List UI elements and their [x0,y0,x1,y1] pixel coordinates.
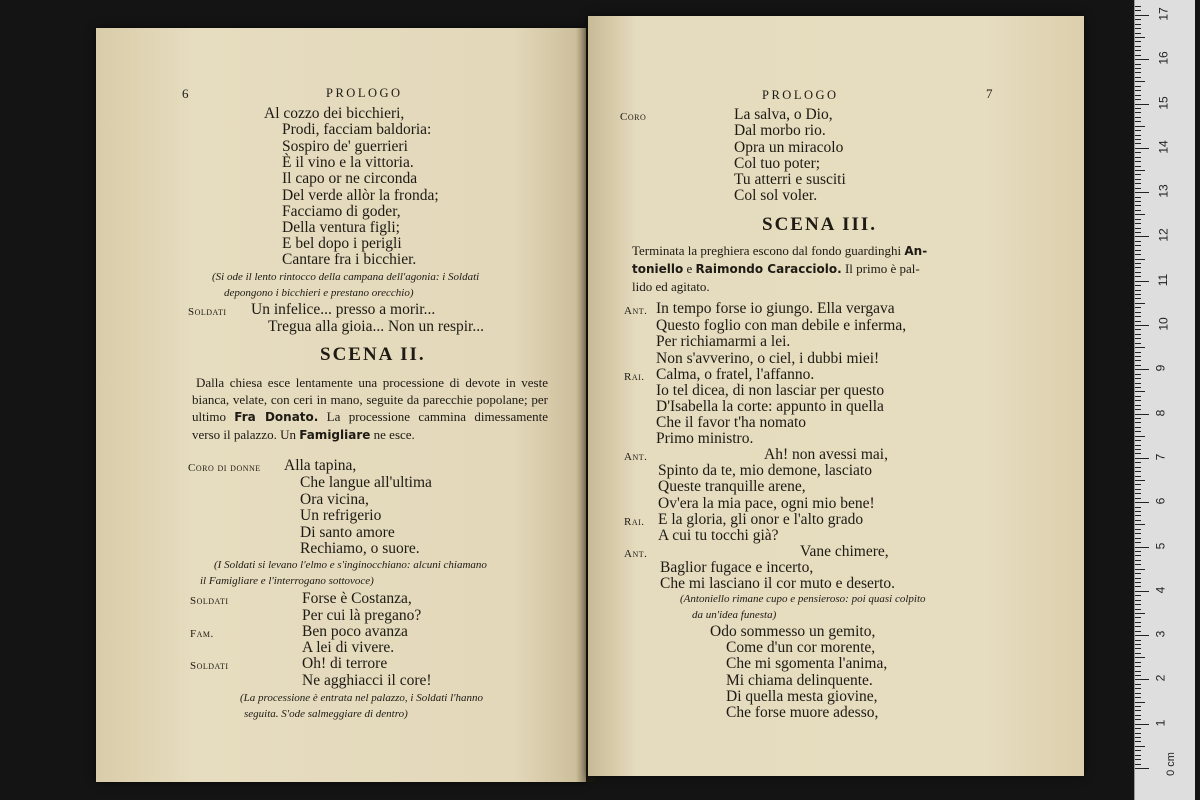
ruler-tick [1135,569,1145,570]
ruler-tick [1135,573,1141,574]
chorus-line: Che langue all'ultima [300,474,432,491]
ruler-tick [1135,560,1141,561]
chorus-line: Alla tapina, [284,457,357,474]
chorus-line: Di santo amore [300,524,395,541]
ruler-tick [1135,582,1141,583]
ruler-tick [1135,564,1141,565]
ruler-tick [1135,281,1149,282]
ruler-unit-label: 0 cm [1164,752,1177,776]
ruler-tick [1135,139,1141,140]
ruler-tick [1135,445,1141,446]
verse-line: Sospiro de' guerrieri [282,138,408,155]
dialogue-line: Questo foglio con man debile e inferma, [656,317,907,334]
ruler-tick [1135,130,1141,131]
dialogue-line: Spinto da te, mio demone, lasciato [658,462,872,479]
ruler-tick [1135,46,1141,47]
chorus-line: Col sol voler. [734,187,818,204]
dialogue-line: Baglior fugace e incerto, [660,559,814,576]
ruler-tick [1135,622,1141,623]
ruler-tick [1135,644,1141,645]
ruler-tick [1135,693,1141,694]
book-spread [88,16,1098,784]
ruler-tick [1135,219,1141,220]
dialogue-line: Oh! di terrore [302,655,388,672]
speaker-label: Rai. [624,516,645,528]
dialogue-line: Io tel dicea, di non lasciar per questo [656,382,885,399]
ruler-tick [1135,263,1141,264]
dialogue-line: Calma, o fratel, l'affanno. [656,366,815,383]
ruler-tick [1135,37,1145,38]
ruler-tick [1135,298,1141,299]
ruler-tick [1135,126,1145,127]
ruler-tick [1135,688,1141,689]
ruler-tick [1135,214,1145,215]
ruler-tick [1135,453,1141,454]
ruler-tick [1135,600,1141,601]
ruler-tick [1135,321,1141,322]
ruler-tick [1135,179,1141,180]
ruler-tick [1135,640,1141,641]
ruler-tick [1135,759,1141,760]
stage-direction: depongono i bicchieri e prestano orecchio) [224,287,414,299]
ruler-tick [1135,679,1149,680]
dialogue-line: E la gloria, gli onor e l'alto grado [658,511,864,528]
ruler-tick [1135,617,1141,618]
ruler-number: 5 [1153,542,1168,549]
ruler-number: 13 [1156,184,1171,198]
scene-title: SCENA II. [320,344,426,365]
ruler-tick [1135,95,1141,96]
speaker-label: Coro di donne [188,462,261,474]
ruler-tick [1135,15,1149,16]
ruler-number: 4 [1153,586,1168,594]
verse-line: Del verde allòr la fronda; [282,187,439,204]
page-number: 7 [986,86,993,101]
running-head: PROLOGO [762,88,839,102]
dialogue-line: Ah! non avessi mai, [764,446,888,463]
speaker-label: Ant. [624,548,648,560]
ruler-tick [1135,41,1141,42]
scene-description: Dalla chiesa esce lentamente una processione di devote in veste bianca, velate, con ceri in mano, seguite da parecchie popolane; per ultimo Fra Donato. La processione cammina dimessamente verso il palazzo. Un Famigliare ne esce. [192,375,548,442]
ruler-tick [1135,511,1141,512]
ruler-tick [1135,210,1141,211]
ruler-tick [1135,733,1141,734]
ruler-tick [1135,316,1141,317]
chorus-line: La salva, o Dio, [734,106,833,123]
ruler-tick [1135,28,1141,29]
verse-line: Di quella mesta giovine, [726,688,878,705]
ruler-tick [1135,236,1149,237]
ruler-tick [1135,374,1141,375]
ruler-tick [1135,595,1141,596]
ruler-tick [1135,294,1141,295]
ruler-tick [1135,431,1141,432]
stage-direction: il Famigliare e l'interrogano sottovoce) [200,575,374,587]
verse-line: Della ventura figli; [282,219,400,236]
ruler-tick [1135,183,1141,184]
ruler-tick [1135,418,1141,419]
ruler-tick [1135,542,1141,543]
ruler-number: 11 [1156,273,1171,286]
ruler-tick [1135,768,1149,769]
ruler-tick [1135,143,1141,144]
ruler-tick [1135,276,1141,277]
character-name: toniello [632,262,684,276]
ruler-tick [1135,192,1149,193]
ruler-tick [1135,480,1145,481]
scene-description: Terminata la preghiera escono dal fondo guardinghi An- toniello e Raimondo Caracciolo. Il primo è pal- lido ed agitato. [632,243,928,294]
ruler-tick [1135,360,1141,361]
ruler-tick [1135,586,1141,587]
ruler-tick [1135,657,1145,658]
verse-line: Facciamo di goder, [282,203,401,220]
ruler-number: 15 [1156,95,1171,110]
ruler-tick [1135,396,1141,397]
ruler-tick [1135,24,1141,25]
speaker-label: Soldati [190,595,229,607]
ruler-tick [1135,746,1145,747]
ruler-tick [1135,555,1141,556]
ruler-tick [1135,697,1141,698]
ruler-number: 7 [1153,453,1168,461]
ruler-tick [1135,334,1141,335]
dialogue-line: Tregua alla gioia... Non un respir... [268,318,484,335]
ruler-tick [1135,272,1141,273]
ruler-tick [1135,764,1141,765]
page-number: 6 [182,86,189,101]
dialogue-line: Per cui là pregano? [302,607,422,624]
ruler-tick [1135,489,1141,490]
ruler-tick [1135,462,1141,463]
ruler-tick [1135,104,1149,105]
ruler-tick [1135,259,1145,260]
ruler-tick [1135,414,1149,415]
measurement-ruler [1134,0,1195,800]
ruler-tick [1135,201,1141,202]
ruler-tick [1135,507,1141,508]
ruler-tick [1135,232,1141,233]
ruler-tick [1135,166,1141,167]
stage-direction: (La processione è entrata nel palazzo, i Soldati l'hanno [240,692,484,704]
ruler-tick [1135,440,1141,441]
ruler-number: 2 [1153,675,1168,682]
ruler-number: 3 [1153,630,1168,638]
ruler-tick [1135,112,1141,113]
running-head: PROLOGO [326,86,403,100]
ruler-tick [1135,205,1141,206]
ruler-tick [1135,684,1141,685]
ruler-tick [1135,329,1141,330]
ruler-tick [1135,152,1141,153]
ruler-tick [1135,228,1141,229]
ruler-number: 6 [1153,497,1168,505]
verse-line: È il vino e la vittoria. [282,154,414,171]
character-name: Raimondo Caracciolo. [695,262,842,276]
ruler-tick [1135,471,1141,472]
ruler-tick [1135,325,1149,326]
ruler-tick [1135,378,1141,379]
ruler-tick [1135,493,1141,494]
ruler-tick [1135,347,1145,348]
scene-title: SCENA III. [762,214,878,235]
speaker-label: Soldati [188,306,227,318]
ruler-tick [1135,90,1141,91]
stage-direction: seguita. S'ode salmeggiare di dentro) [244,708,408,720]
ruler-tick [1135,467,1141,468]
ruler-tick [1135,241,1141,242]
ruler-tick [1135,648,1141,649]
dialogue-line: Che il favor t'ha nomato [656,414,807,431]
ruler-tick [1135,223,1141,224]
ruler-tick [1135,391,1145,392]
ruler-tick [1135,547,1149,548]
ruler-tick [1135,197,1141,198]
ruler-tick [1135,64,1141,65]
ruler-tick [1135,422,1141,423]
verse-line: Mi chiama delinquente. [726,672,873,689]
ruler-tick [1135,99,1141,100]
ruler-tick [1135,498,1141,499]
dialogue-line: Non s'avverino, o ciel, i dubbi miei! [656,350,880,367]
dialogue-line: D'Isabella la corte: appunto in quella [656,398,884,415]
dialogue-line: Un infelice... presso a morir... [251,301,436,318]
verse-line: Che mi sgomenta l'anima, [726,655,888,672]
ruler-tick [1135,405,1141,406]
ruler-tick [1135,710,1141,711]
stage-direction: da un'idea funesta) [692,609,777,621]
ruler-tick [1135,72,1141,73]
ruler-tick [1135,591,1149,592]
ruler-tick [1135,290,1141,291]
left-page [96,28,586,782]
ruler-number: 9 [1153,364,1168,372]
ruler-tick [1135,666,1141,667]
dialogue-line: Per richiamarmi a lei. [656,333,791,350]
verse-line: Che forse muore adesso, [726,704,879,721]
speaker-label: Ant. [624,451,648,463]
stage-direction: (Antoniello rimane cupo e pensieroso: poi quasi colpito [680,593,926,605]
verse-line: Cantare fra i bicchier. [282,251,417,268]
ruler-tick [1135,635,1149,636]
speaker-label: Rai. [624,371,645,383]
ruler-tick [1135,427,1141,428]
ruler-tick [1135,55,1141,56]
ruler-tick [1135,307,1141,308]
dialogue-line: Ov'era la mia pace, ogni mio bene! [658,495,875,512]
ruler-tick [1135,81,1145,82]
ruler-tick [1135,10,1141,11]
ruler-tick [1135,671,1141,672]
verse-line: Prodi, facciam baldoria: [282,121,432,138]
ruler-tick [1135,737,1141,738]
ruler-tick [1135,626,1141,627]
ruler-tick [1135,662,1141,663]
ruler-number: 12 [1156,228,1171,243]
verse-line: E bel dopo i perigli [282,235,402,252]
ruler-tick [1135,515,1141,516]
chorus-line: Col tuo poter; [734,155,821,172]
ruler-number: 14 [1156,140,1171,154]
ruler-tick [1135,365,1141,366]
ruler-tick [1135,520,1141,521]
right-page [588,16,1084,776]
ruler-tick [1135,631,1141,632]
ruler-tick [1135,436,1145,437]
ruler-tick [1135,188,1141,189]
ruler-tick [1135,675,1141,676]
chorus-line: Ora vicina, [300,491,369,508]
verse-line: Odo sommesso un gemito, [710,623,876,640]
ruler-tick [1135,458,1149,459]
ruler-tick [1135,6,1141,7]
dialogue-line: Ben poco avanza [302,623,408,640]
ruler-tick [1135,741,1141,742]
stage-direction: (Si ode il lento rintocco della campana dell'agonia: i Soldati [212,271,480,283]
ruler-tick [1135,50,1141,51]
ruler-tick [1135,613,1145,614]
ruler-tick [1135,387,1141,388]
ruler-tick [1135,383,1141,384]
ruler-tick [1135,604,1141,605]
ruler-tick [1135,352,1141,353]
ruler-tick [1135,117,1141,118]
ruler-tick [1135,170,1145,171]
ruler-tick [1135,19,1141,20]
dialogue-line: Forse è Costanza, [302,590,412,607]
verse-line: Al cozzo dei bicchieri, [264,105,405,122]
speaker-label: Ant. [624,305,648,317]
dialogue-line: Vane chimere, [800,543,889,560]
dialogue-line: A lei di vivere. [302,639,395,656]
ruler-tick [1135,706,1141,707]
character-name: An- [904,244,928,258]
ruler-tick [1135,715,1141,716]
ruler-tick [1135,476,1141,477]
dialogue-line: Che mi lasciano il cor muto e deserto. [660,575,896,592]
ruler-tick [1135,174,1141,175]
ruler-number: 16 [1156,51,1171,65]
ruler-tick [1135,551,1141,552]
ruler-number: 10 [1156,317,1171,331]
dialogue-line: Ne agghiacci il core! [302,672,432,689]
verse-line: Il capo or ne circonda [282,170,418,187]
chorus-line: Tu atterri e susciti [734,171,846,188]
ruler-tick [1135,303,1145,304]
ruler-tick [1135,724,1149,725]
character-name: Fra Donato. [234,410,319,424]
ruler-tick [1135,250,1141,251]
chorus-line: Dal morbo rio. [734,122,826,139]
ruler-tick [1135,33,1141,34]
ruler-tick [1135,157,1141,158]
ruler-tick [1135,409,1141,410]
verse-line: Come d'un cor morente, [726,639,876,656]
speaker-label: Coro [620,111,647,123]
stage-direction: (I Soldati si levano l'elmo e s'inginocchiano: alcuni chiamano [214,559,487,571]
ruler-tick [1135,343,1141,344]
ruler-number: 8 [1153,409,1168,416]
dialogue-line: A cui tu tocchi già? [658,527,779,544]
ruler-tick [1135,59,1149,60]
ruler-tick [1135,108,1141,109]
ruler-tick [1135,267,1141,268]
speaker-label: Fam. [190,628,214,640]
ruler-tick [1135,338,1141,339]
ruler-tick [1135,285,1141,286]
ruler-tick [1135,400,1141,401]
ruler-tick [1135,533,1141,534]
ruler-tick [1135,312,1141,313]
ruler-number: 1 [1153,719,1168,727]
ruler-tick [1135,369,1149,370]
ruler-tick [1135,68,1141,69]
ruler-tick [1135,135,1141,136]
ruler-tick [1135,524,1145,525]
ruler-tick [1135,755,1141,756]
ruler-tick [1135,609,1141,610]
speaker-label: Soldati [190,660,229,672]
ruler-tick [1135,245,1141,246]
chorus-line: Opra un miracolo [734,139,844,156]
ruler-tick [1135,702,1145,703]
ruler-tick [1135,254,1141,255]
ruler-tick [1135,356,1141,357]
ruler-tick [1135,728,1141,729]
ruler-tick [1135,538,1141,539]
dialogue-line: In tempo forse io giungo. Ella vergava [656,300,895,317]
ruler-tick [1135,529,1141,530]
chorus-line: Rechiamo, o suore. [300,540,420,557]
chorus-line: Un refrigerio [300,507,382,524]
ruler-tick [1135,148,1149,149]
ruler-tick [1135,86,1141,87]
ruler-number: 17 [1156,7,1171,21]
ruler-tick [1135,502,1149,503]
ruler-tick [1135,161,1141,162]
ruler-tick [1135,719,1141,720]
dialogue-line: Queste tranquille arene, [658,478,806,495]
dialogue-line: Primo ministro. [656,430,754,447]
ruler-tick [1135,578,1141,579]
character-name: Famigliare [299,428,371,442]
ruler-tick [1135,653,1141,654]
ruler-tick [1135,484,1141,485]
ruler-tick [1135,750,1141,751]
ruler-tick [1135,449,1141,450]
ruler-tick [1135,121,1141,122]
ruler-tick [1135,77,1141,78]
